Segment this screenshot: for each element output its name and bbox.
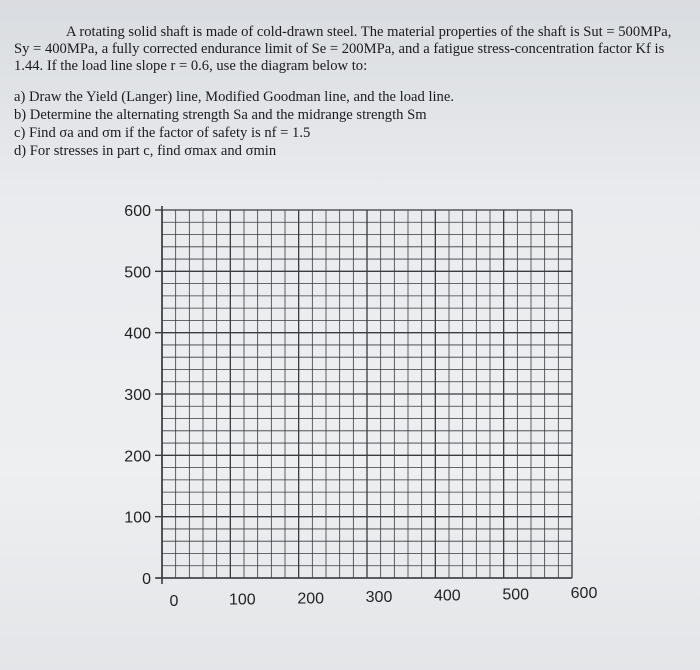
part-c: c) Find σa and σm if the factor of safety is nf = 1.5 bbox=[14, 125, 311, 141]
y-tick-label: 100 bbox=[124, 509, 151, 527]
x-tick-label: 100 bbox=[228, 591, 256, 609]
problem-intro: A rotating solid shaft is made of cold-drawn steel. The material properties of the shaft is Sut = 500MPa, Sy = 400MPa, a fully corrected endurance limit of Se = 200MPa, and a fatigue stress-concentration factor Kf is 1.44. If the load line slope r = 0.6, use the diagram below to: bbox=[14, 24, 672, 74]
part-a: a) Draw the Yield (Langer) line, Modified Goodman line, and the load line. bbox=[14, 89, 454, 105]
y-tick-label: 200 bbox=[124, 448, 151, 466]
y-tick-labels bbox=[124, 203, 151, 588]
part-b: b) Determine the alternating strength Sa and the midrange strength Sm bbox=[14, 107, 427, 123]
y-tick-label: 500 bbox=[124, 264, 151, 282]
y-tick-label: 300 bbox=[124, 387, 151, 404]
x-tick-label: 200 bbox=[297, 590, 325, 608]
grid-lines bbox=[162, 210, 572, 578]
y-tick-label: 600 bbox=[124, 203, 151, 220]
x-tick-label: 600 bbox=[570, 585, 598, 602]
x-tick-labels bbox=[170, 585, 598, 610]
y-tick-label: 400 bbox=[124, 325, 151, 343]
x-tick-label: 300 bbox=[365, 589, 393, 606]
x-tick-label: 0 bbox=[169, 593, 179, 610]
x-tick-label: 400 bbox=[433, 587, 461, 605]
x-tick-label: 500 bbox=[502, 586, 530, 604]
part-d: d) For stresses in part c, find σmax and σmin bbox=[14, 143, 277, 159]
y-tick-label: 0 bbox=[142, 571, 151, 588]
axes bbox=[155, 206, 572, 584]
